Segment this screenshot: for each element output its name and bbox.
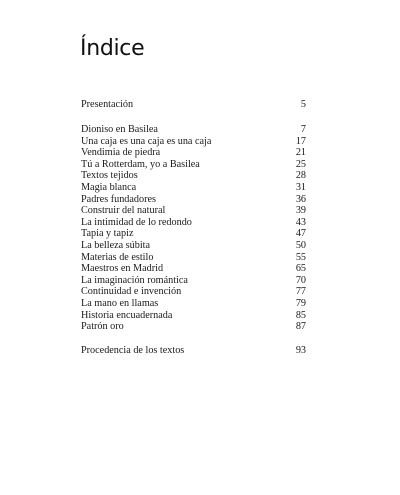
page-title: Índice	[80, 36, 145, 61]
toc-closing-section	[81, 345, 306, 357]
toc-entry	[81, 194, 306, 206]
toc-entry-title: La intimidad de lo redondo	[81, 216, 192, 228]
toc-entry-title: Presentación	[81, 99, 134, 110]
toc-chapters-section	[81, 124, 306, 333]
toc-entry	[81, 252, 306, 264]
toc-entry-page-number: 21	[295, 147, 306, 159]
toc-entry-page-number: 5	[300, 99, 306, 110]
toc-entry	[81, 345, 306, 357]
toc-entry-page-number: 55	[295, 251, 306, 263]
toc-entry-title: Construir del natural	[81, 205, 166, 217]
toc-entry-page-number: 85	[295, 309, 306, 321]
toc-entry	[81, 159, 306, 171]
toc-entry	[81, 217, 306, 229]
toc-entry-title: Procedencia de los textos	[81, 345, 185, 356]
toc-entry	[81, 99, 306, 111]
toc-entry-title: La mano en llamas	[81, 297, 159, 309]
toc-entry-page-number: 28	[295, 170, 306, 182]
toc-entry	[81, 240, 306, 252]
toc-entry-page-number: 25	[295, 158, 306, 170]
toc-entry	[81, 147, 306, 159]
toc-entry-page-number: 70	[295, 274, 306, 286]
toc-entry	[81, 136, 306, 148]
toc-entry	[81, 228, 306, 240]
toc-entry-title: Tapia y tapiz	[81, 228, 134, 240]
toc-intro-section	[81, 99, 306, 111]
toc-entry-title: Padres fundadores	[81, 193, 156, 205]
toc-entry-page-number: 43	[295, 216, 306, 228]
toc-entry-title: Historia encuadernada	[81, 309, 173, 321]
toc-entry-page-number: 36	[295, 193, 306, 205]
toc-entry	[81, 263, 306, 275]
toc-entry-page-number: 65	[295, 263, 306, 275]
toc-entry-title: Tú a Rotterdam, yo a Basilea	[81, 158, 200, 170]
toc-entry-title: Maestros en Madrid	[81, 263, 164, 275]
toc-entry-title: La imaginación romántica	[81, 274, 188, 286]
toc-entry-title: Vendimia de piedra	[81, 147, 161, 159]
toc-entry-title: La belleza súbita	[81, 239, 151, 251]
toc-entry-page-number: 47	[295, 228, 306, 240]
toc-entry-title: Continuidad e invención	[81, 286, 182, 298]
toc-entry-page-number: 77	[295, 286, 306, 298]
toc-entry	[81, 182, 306, 194]
toc-entry	[81, 170, 306, 182]
toc-entry-title: Magia blanca	[81, 181, 137, 193]
toc-entry-title: Dioniso en Basilea	[81, 124, 158, 135]
toc-entry-page-number: 93	[295, 345, 306, 356]
toc-entry	[81, 286, 306, 298]
toc-entry	[81, 298, 306, 310]
toc-entry	[81, 321, 306, 333]
toc-entry-page-number: 39	[295, 205, 306, 217]
toc-entry-page-number: 87	[295, 321, 306, 333]
toc-entry-page-number: 79	[295, 297, 306, 309]
toc-entry-page-number: 50	[295, 239, 306, 251]
toc-entry-title: Una caja es una caja es una caja	[81, 135, 212, 147]
toc-entry	[81, 205, 306, 217]
toc-entry	[81, 310, 306, 322]
toc-entry-title: Textos tejidos	[81, 170, 138, 182]
toc-entry-page-number: 17	[295, 135, 306, 147]
toc-entry-title: Materias de estilo	[81, 251, 154, 263]
toc-entry	[81, 124, 306, 136]
toc-entry-page-number: 7	[300, 124, 306, 135]
toc-entry-page-number: 31	[295, 181, 306, 193]
toc-entry	[81, 275, 306, 287]
toc-entry-title: Patrón oro	[81, 321, 124, 333]
